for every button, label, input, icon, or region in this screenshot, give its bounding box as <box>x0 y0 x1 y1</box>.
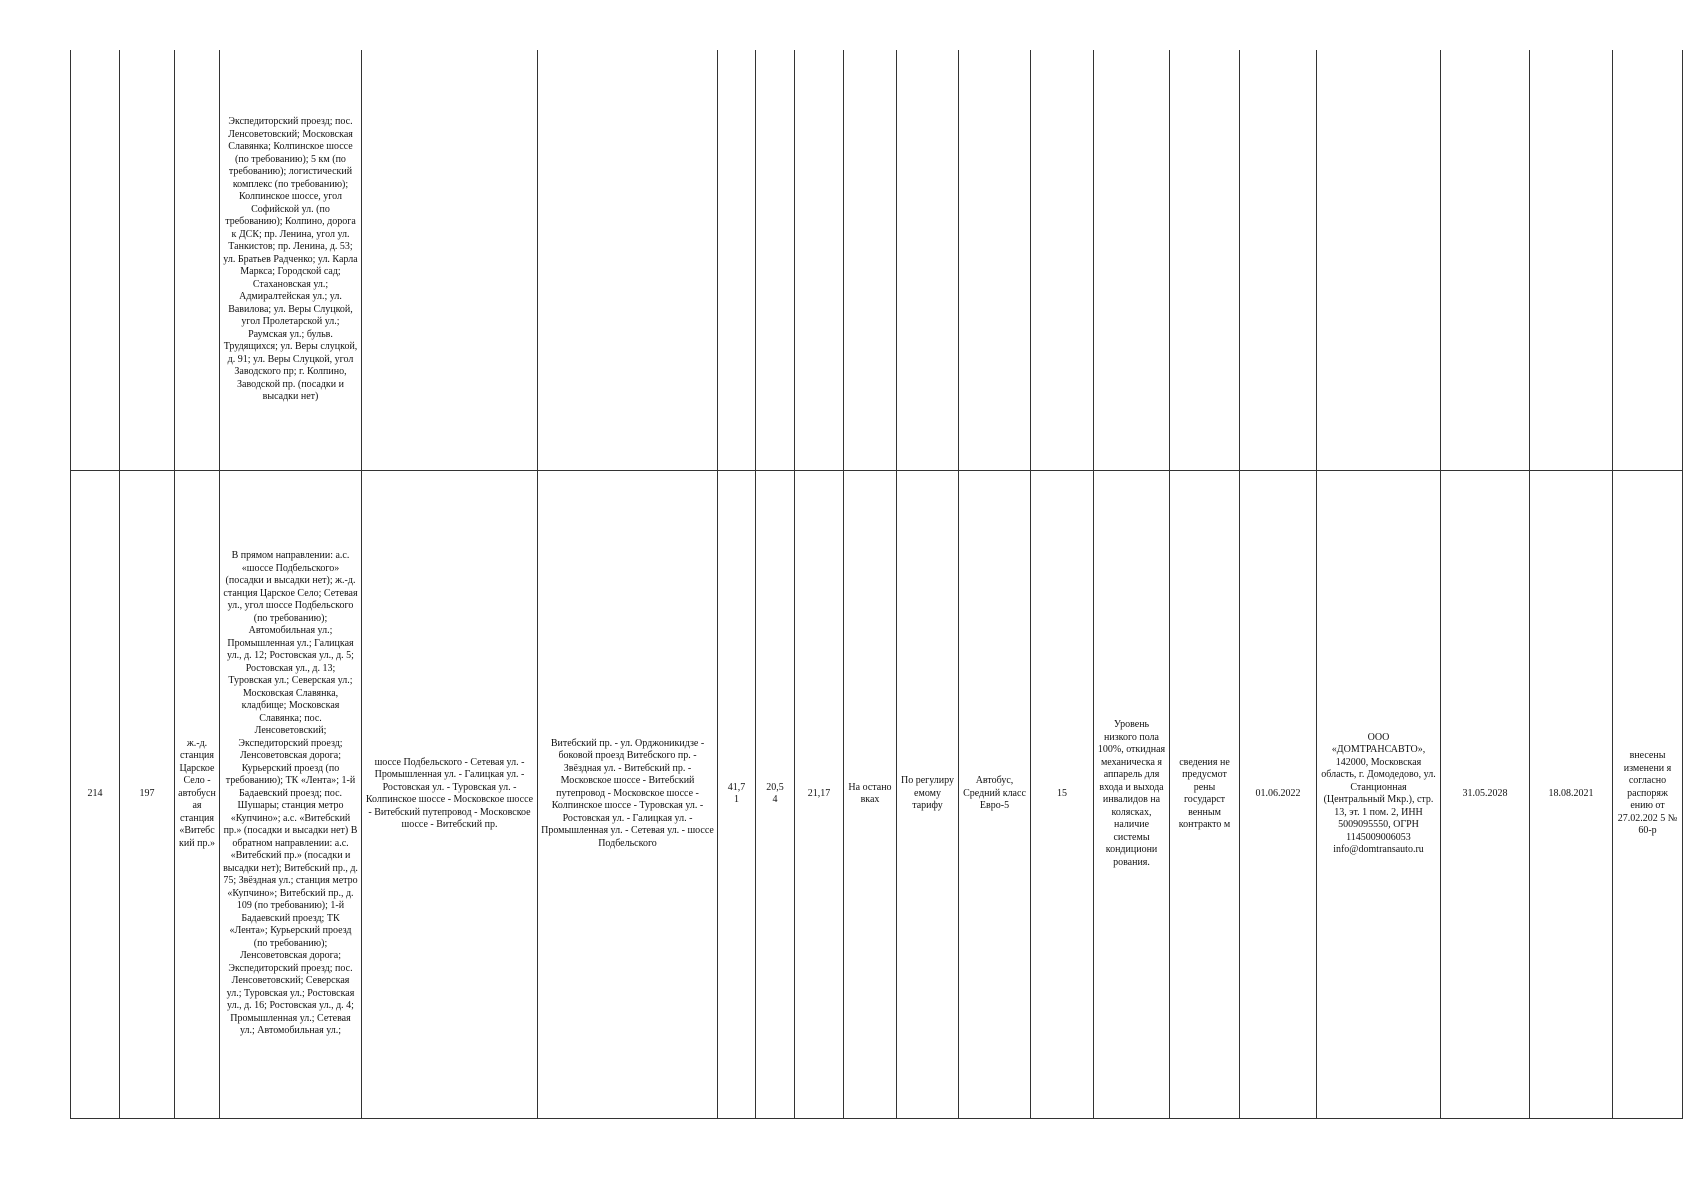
cell-route-name: ж.-д. станция Царское Село - автобусная станция «Витебский пр.» <box>175 470 220 1118</box>
cell-streets-forward: шоссе Подбельского - Сетевая ул. - Промышленная ул. - Галицкая ул. - Ростовская ул. - Туровская ул. - Колпинское шоссе - Московское шоссе - Витебский путепровод - Московское шоссе - Витебский пр. <box>362 470 538 1118</box>
cell-streets-backward: Витебский пр. - ул. Орджоникидзе - боковой проезд Витебского пр. - Звёздная ул. - Витебский пр. - Московское шоссе - Витебский путепровод - Московское шоссе - Колпинское шоссе - Туровская ул. - Ростовская ул. - Галицкая ул. - Промышленная ул. - Сетевая ул. - шоссе Подбельского <box>538 470 718 1118</box>
cell-length-total <box>795 50 844 470</box>
cell-contract <box>1170 50 1240 470</box>
cell-route-name <box>175 50 220 470</box>
cell-vehicle-count <box>1031 50 1094 470</box>
cell-start-date <box>1240 50 1317 470</box>
cell-record-date: 18.08.2021 <box>1530 470 1613 1118</box>
table-row <box>71 50 1683 470</box>
cell-carrier: ООО «ДОМТРАНСАВТО», 142000, Московская область, г. Домодедово, ул. Станционная (Центральный Мкр.), стр. 13, эт. 1 пом. 2, ИНН 5009095550, ОГРН 1145009006053 info@domtransauto.ru <box>1317 470 1441 1118</box>
cell-route-no <box>120 50 175 470</box>
cell-stop-mode: На остано вках <box>844 470 897 1118</box>
cell-reg-no: 214 <box>71 470 120 1118</box>
cell-stops: В прямом направлении: а.с. «шоссе Подбельского» (посадки и высадки нет); ж.-д. станция Царское Село; Сетевая ул., угол шоссе Подбельского (по требованию); Автомобильная ул.; Промышленная ул.; Галицкая ул., д. 12; Ростовская ул., д. 5; Ростовская ул., д. 13; Туровская ул.; Северская ул.; Московская Славянка, кладбище; Московская Славянка; пос. Ленсоветовский; Экспедиторский проезд; Ленсоветовская дорога; Курьерский проезд (по требованию); ТК «Лента»; 1-й Бадаевский проезд; пос. Шушары; станция метро «Купчино»; а.с. «Витебский пр.» (посадки и высадки нет) В обратном направлении: а.с. «Витебский пр.» (посадки и высадки нет); Витебский пр., д. 75; Звёздная ул.; станция метро «Купчино»; Витебский пр., д. 109 (по требованию); 1-й Бадаевский проезд; ТК «Лента»; Курьерский проезд (по требованию); Ленсоветовская дорога; Экспедиторский проезд; пос. Ленсоветовский; Северская ул.; Туровская ул.; Ростовская ул., д. 16; Ростовская ул., д. 4; Промышленная ул.; Сетевая ул.; Автомобильная ул.; <box>220 470 362 1118</box>
cell-stops: Экспедиторский проезд; пос. Ленсоветовский; Московская Славянка; Колпинское шоссе (по требованию); 5 км (по требованию); логистический комплекс (по требованию); Колпинское шоссе, угол Софийской ул. (по требованию); Колпино, дорога к ДСК; пр. Ленина, угол ул. Танкистов; пр. Ленина, д. 53; ул. Братьев Радченко; ул. Карла Маркса; Городской сад; Стахановская ул.; Адмиралтейская ул.; ул. Вавилова; ул. Веры Слуцкой, угол Пролетарской ул.; Раумская ул.; бульв. Трудящихся; ул. Веры слуцкой, д. 91; ул. Веры Слуцкой, угол Заводского пр; г. Колпино, Заводской пр. (посадки и высадки нет) <box>220 50 362 470</box>
cell-stop-mode <box>844 50 897 470</box>
cell-carrier <box>1317 50 1441 470</box>
cell-record-date <box>1530 50 1613 470</box>
cell-vehicle-count: 15 <box>1031 470 1094 1118</box>
cell-end-date: 31.05.2028 <box>1441 470 1530 1118</box>
cell-length-backward: 20,5 4 <box>756 470 795 1118</box>
cell-end-date <box>1441 50 1530 470</box>
cell-notes: внесены изменени я согласно распоряж ению от 27.02.202 5 № 60-р <box>1613 470 1683 1118</box>
cell-length-total: 21,17 <box>795 470 844 1118</box>
cell-route-no: 197 <box>120 470 175 1118</box>
table-row <box>71 470 1683 1118</box>
cell-characteristics <box>1094 50 1170 470</box>
cell-tariff <box>897 50 959 470</box>
cell-vehicle: Автобус, Средний класс Евро-5 <box>959 470 1031 1118</box>
cell-contract: сведения не предусмот рены государст венным контракто м <box>1170 470 1240 1118</box>
cell-notes <box>1613 50 1683 470</box>
cell-tariff: По регулиру емому тарифу <box>897 470 959 1118</box>
cell-streets-backward <box>538 50 718 470</box>
route-registry-table <box>70 50 1683 1119</box>
cell-reg-no <box>71 50 120 470</box>
cell-streets-forward <box>362 50 538 470</box>
cell-length-backward <box>756 50 795 470</box>
cell-characteristics: Уровень низкого пола 100%, откидная механическа я аппарель для входа и выхода инвалидов на колясках, наличие системы кондициони рования. <box>1094 470 1170 1118</box>
cell-start-date: 01.06.2022 <box>1240 470 1317 1118</box>
cell-length-forward: 41,7 1 <box>718 470 756 1118</box>
cell-length-forward <box>718 50 756 470</box>
cell-vehicle <box>959 50 1031 470</box>
